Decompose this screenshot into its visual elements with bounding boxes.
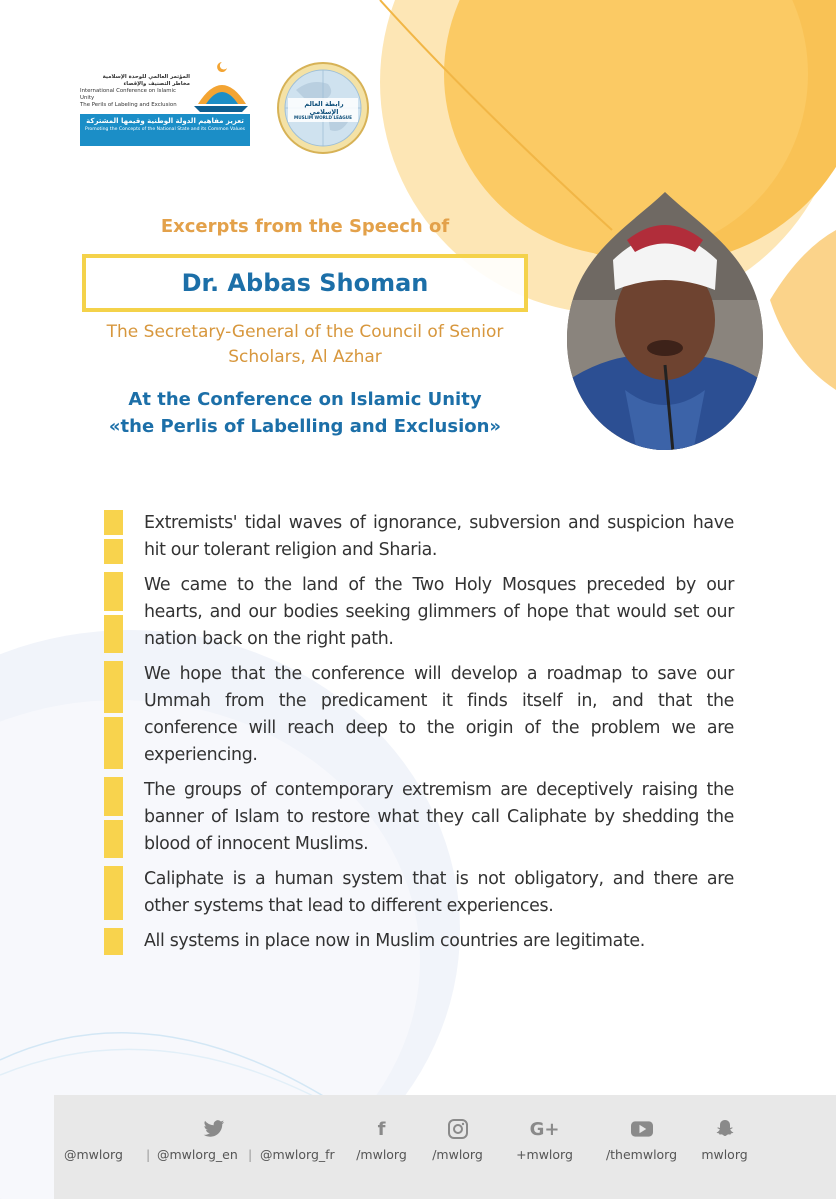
quote-bar [104,928,123,955]
quote-text: Caliphate is a human system that is not obligatory, and there are other systems that lead to different experiences. [144,869,734,916]
instagram-icon [445,1117,471,1141]
quote-item [104,661,734,769]
snapchat-icon [712,1117,738,1141]
quote-text: The groups of contemporary extremism are deceptively raising the banner of Islam to restore what they call Caliphate by shedding the blood of innocent Muslims. [144,780,734,854]
separator: | [146,1147,151,1162]
mwl-english-name: MUSLIM WORLD LEAGUE [294,115,352,120]
event-title-line2: «the Perlis of Labelling and Exclusion» [108,416,502,437]
conference-band-english: Promoting the Concepts of the National State and its Common Values [84,127,246,132]
google-plus-icon: G+ [529,1118,560,1140]
conference-logo-text [80,74,190,109]
quote-text: We hope that the conference will develop a roadmap to save our Ummah from the predicament it finds itself in, and that the conference will reach deep to the origin of the problem we are experiencing. [144,664,734,765]
quote-bar-segment [104,717,123,769]
speaker-role-line1: The Secretary-General of the Council of Senior [106,322,504,342]
speaker-name: Dr. Abbas Shoman [181,269,429,297]
event-title [60,386,550,440]
conference-english-subtitle: The Perils of Labeling and Exclusion [80,102,177,108]
speaker-name-box [82,254,528,312]
quote-item [104,777,734,858]
facebook-icon: f [377,1118,386,1140]
quote-bar [104,777,123,858]
google-plus-link[interactable] [502,1095,587,1199]
snapchat-handle: mwlorg [701,1147,748,1162]
event-title-line1: At the Conference on Islamic Unity [128,389,482,410]
quote-list [104,510,734,963]
youtube-link[interactable] [594,1095,689,1199]
quote-text: Extremists' tidal waves of ignorance, subversion and suspicion have hit our tolerant religion and Sharia. [144,513,734,560]
twitter-group [64,1095,384,1199]
instagram-link[interactable] [420,1095,495,1199]
quote-text: All systems in place now in Muslim countries are legitimate. [144,931,645,951]
quote-bar-segment [104,539,123,564]
conference-arabic-subtitle: مخاطر التصنيف والإقصاء [123,81,190,87]
separator: | [248,1147,253,1162]
quote-bar-segment [104,820,123,859]
quote-item [104,510,734,564]
conference-band [80,114,250,146]
quote-bar-segment [104,572,123,611]
conference-logo [80,60,250,148]
quote-bar [104,510,123,564]
snapchat-link[interactable] [692,1095,757,1199]
quote-bar-segment [104,928,123,955]
twitter-handle-3[interactable]: @mwlorg_fr [260,1147,335,1162]
twitter-handle-1[interactable]: @mwlorg [64,1147,123,1162]
youtube-handle: /themwlorg [605,1147,678,1162]
facebook-handle: /mwlorg [356,1147,407,1162]
twitter-handle-2[interactable]: @mwlorg_en [157,1147,238,1162]
conference-arabic-title: المؤتمر العالمي للوحدة الإسلامية [102,74,190,80]
quote-bar-segment [104,777,123,816]
speaker-role-line2: Scholars, Al Azhar [228,347,382,367]
quote-bar-segment [104,661,123,713]
quote-bar [104,661,123,769]
youtube-icon [629,1117,655,1141]
mwl-arabic-name: رابطة العالم الإسلامي [304,100,344,116]
quote-bar [104,572,123,653]
quote-bar-segment [104,615,123,654]
quote-bar [104,866,123,920]
quote-text: We came to the land of the Two Holy Mosques preceded by our hearts, and our bodies seeking glimmers of hope that would set our nation back on the right path. [144,575,734,649]
quote-bar-segment [104,866,123,920]
speaker-role [60,320,550,370]
quote-item [104,572,734,653]
speaker-portrait [565,190,765,452]
twitter-icon[interactable] [201,1117,227,1141]
quote-item [104,866,734,920]
instagram-handle: /mwlorg [432,1147,483,1162]
social-footer [54,1095,836,1199]
quote-bar-segment [104,510,123,535]
logos [80,60,380,160]
facebook-link[interactable] [344,1095,419,1199]
dome-icon [192,60,250,114]
quote-item [104,928,734,955]
conference-english-title: International Conference on Islamic Unity [80,88,176,101]
mwl-logo [276,60,370,156]
google-plus-handle: +mwlorg [516,1147,573,1162]
speech-eyebrow: Excerpts from the Speech of [160,216,450,237]
conference-band-arabic: تعزيز مفاهيم الدولة الوطنية وقيمها المشتركة [86,117,244,125]
